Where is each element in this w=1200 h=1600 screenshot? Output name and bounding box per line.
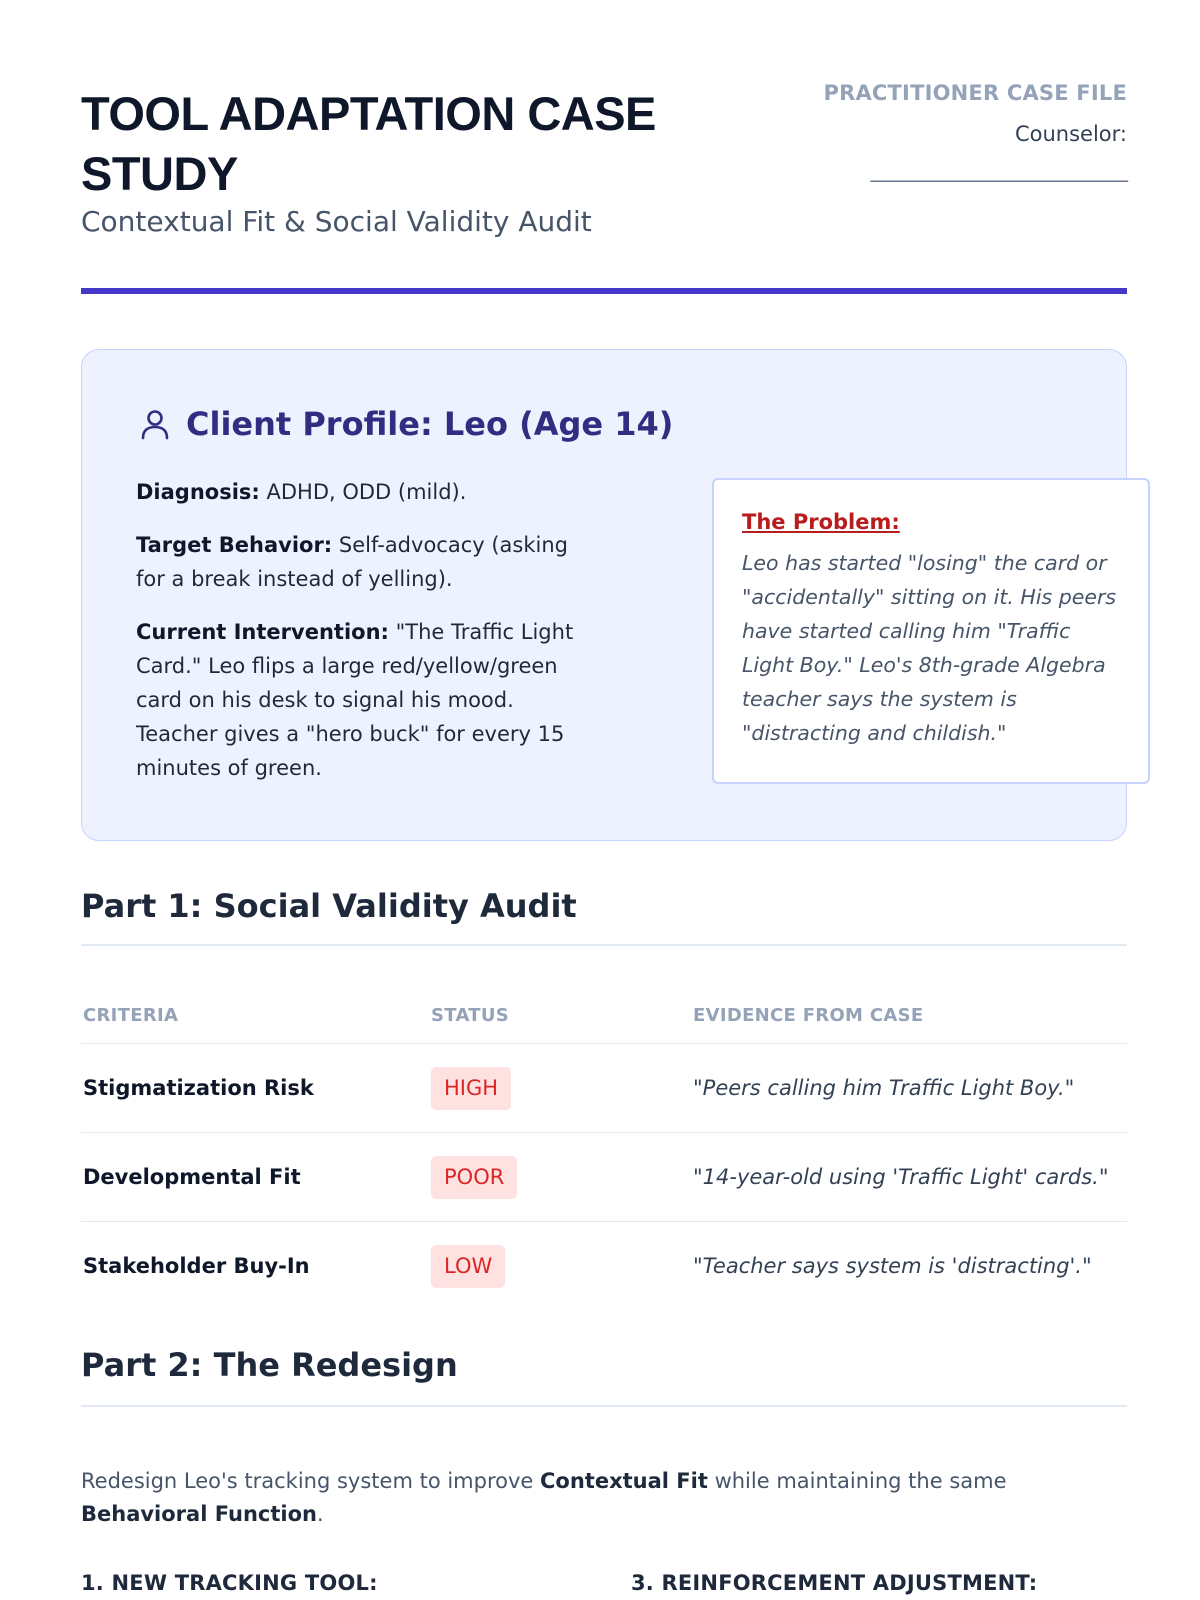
status-badge: POOR [431, 1156, 517, 1199]
header-divider [81, 288, 1127, 294]
target-behavior-fact [136, 528, 576, 596]
redesign-instructions [81, 1465, 1127, 1531]
criteria-cell: Developmental Fit [81, 1133, 429, 1222]
intervention-value: "The Traffic Light Card." Leo flips a large red/yellow/green card on his desk to signal his mood. Teacher gives a "hero buck" for every 15 minutes of green. [136, 620, 574, 780]
diagnosis-label: Diagnosis: [136, 480, 260, 504]
header [81, 0, 1127, 300]
status-badge: LOW [431, 1245, 505, 1288]
part1-divider [81, 944, 1127, 946]
status-badge: HIGH [431, 1067, 511, 1110]
target-behavior-label: Target Behavior: [136, 533, 333, 557]
counselor-blank-line: ___________________________ [870, 158, 1127, 182]
intro-emphasis-behavioral-function: Behavioral Function [81, 1502, 317, 1526]
client-profile-heading [138, 405, 673, 443]
criteria-cell: Stakeholder Buy-In [83, 1254, 310, 1278]
intervention-fact [136, 615, 576, 785]
client-profile-title: Client Profile: Leo (Age 14) [186, 405, 674, 443]
target-behavior-value: Self-advocacy (asking for a break instead of yelling). [136, 533, 568, 591]
diagnosis-value: ADHD, ODD (mild). [266, 480, 467, 504]
case-file-label: PRACTITIONER CASE FILE [823, 81, 1127, 105]
step-new-tracking-tool: 1. NEW TRACKING TOOL: [81, 1571, 378, 1595]
case-file-page [81, 0, 1127, 1595]
table-row [81, 1222, 1127, 1311]
intro-text-1: Redesign Leo's tracking system to improve [81, 1469, 541, 1493]
intro-emphasis-contextual-fit: Contextual Fit [540, 1469, 708, 1493]
page-subtitle: Contextual Fit & Social Validity Audit [81, 205, 592, 238]
intro-text-2: while maintaining the same [707, 1469, 1007, 1493]
part2-divider [81, 1405, 1127, 1407]
table-header-row [81, 987, 1127, 1044]
problem-text: Leo has started "losing" the card or "accidentally" sitting on it. His peers have started calling him "Traffic Light Boy." Leo's 8th-grade Algebra teacher says the system is "distracting and childish." [742, 551, 1117, 745]
intro-text-3: . [316, 1502, 324, 1526]
table-row [81, 1133, 1127, 1222]
column-header-evidence: EVIDENCE FROM CASE [691, 987, 1127, 1044]
status-cell [429, 1133, 691, 1222]
part1-title: Part 1: Social Validity Audit [81, 887, 577, 925]
problem-label: The Problem: [742, 510, 900, 534]
user-icon [138, 407, 172, 441]
table-row [81, 1044, 1127, 1133]
criteria-cell: Stigmatization Risk [81, 1044, 429, 1133]
page-title: TOOL ADAPTATION CASE STUDY [81, 87, 656, 200]
column-header-criteria: CRITERIA [81, 987, 429, 1044]
column-header-status: STATUS [429, 987, 691, 1044]
counselor-label: Counselor: [1014, 122, 1127, 146]
diagnosis-fact [136, 475, 576, 509]
problem-box [712, 478, 1150, 784]
social-validity-table [81, 987, 1127, 1310]
part2-title: Part 2: The Redesign [81, 1346, 458, 1384]
step-reinforcement-adjustment: 3. REINFORCEMENT ADJUSTMENT: [631, 1571, 1038, 1595]
evidence-cell: "Peers calling him Traffic Light Boy." [691, 1044, 1127, 1133]
intervention-label: Current Intervention: [136, 620, 389, 644]
evidence-cell: "Teacher says system is 'distracting'." [693, 1254, 1092, 1278]
client-facts [136, 475, 576, 804]
evidence-cell: "14-year-old using 'Traffic Light' cards." [691, 1133, 1127, 1222]
status-cell [429, 1044, 691, 1133]
status-cell [429, 1222, 691, 1311]
